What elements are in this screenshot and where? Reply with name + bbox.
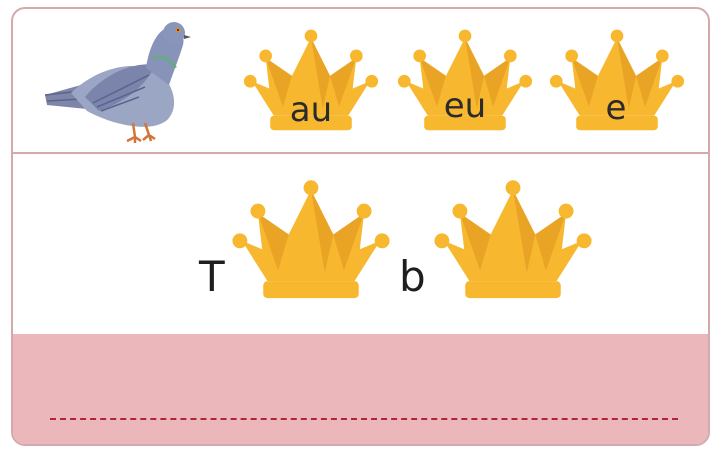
answer-area[interactable]	[13, 334, 708, 446]
word-letter-first: T	[199, 252, 225, 301]
section-divider	[13, 152, 708, 154]
word-letter-middle: b	[399, 252, 426, 301]
worksheet-card	[11, 7, 710, 446]
option-label: e	[605, 88, 627, 128]
crown-blank-2[interactable]	[433, 175, 593, 313]
pigeon-icon	[41, 13, 191, 148]
writing-line[interactable]	[50, 418, 678, 420]
option-label: eu	[443, 86, 487, 126]
option-label: au	[289, 90, 333, 130]
crown-blank-1[interactable]	[231, 175, 391, 313]
